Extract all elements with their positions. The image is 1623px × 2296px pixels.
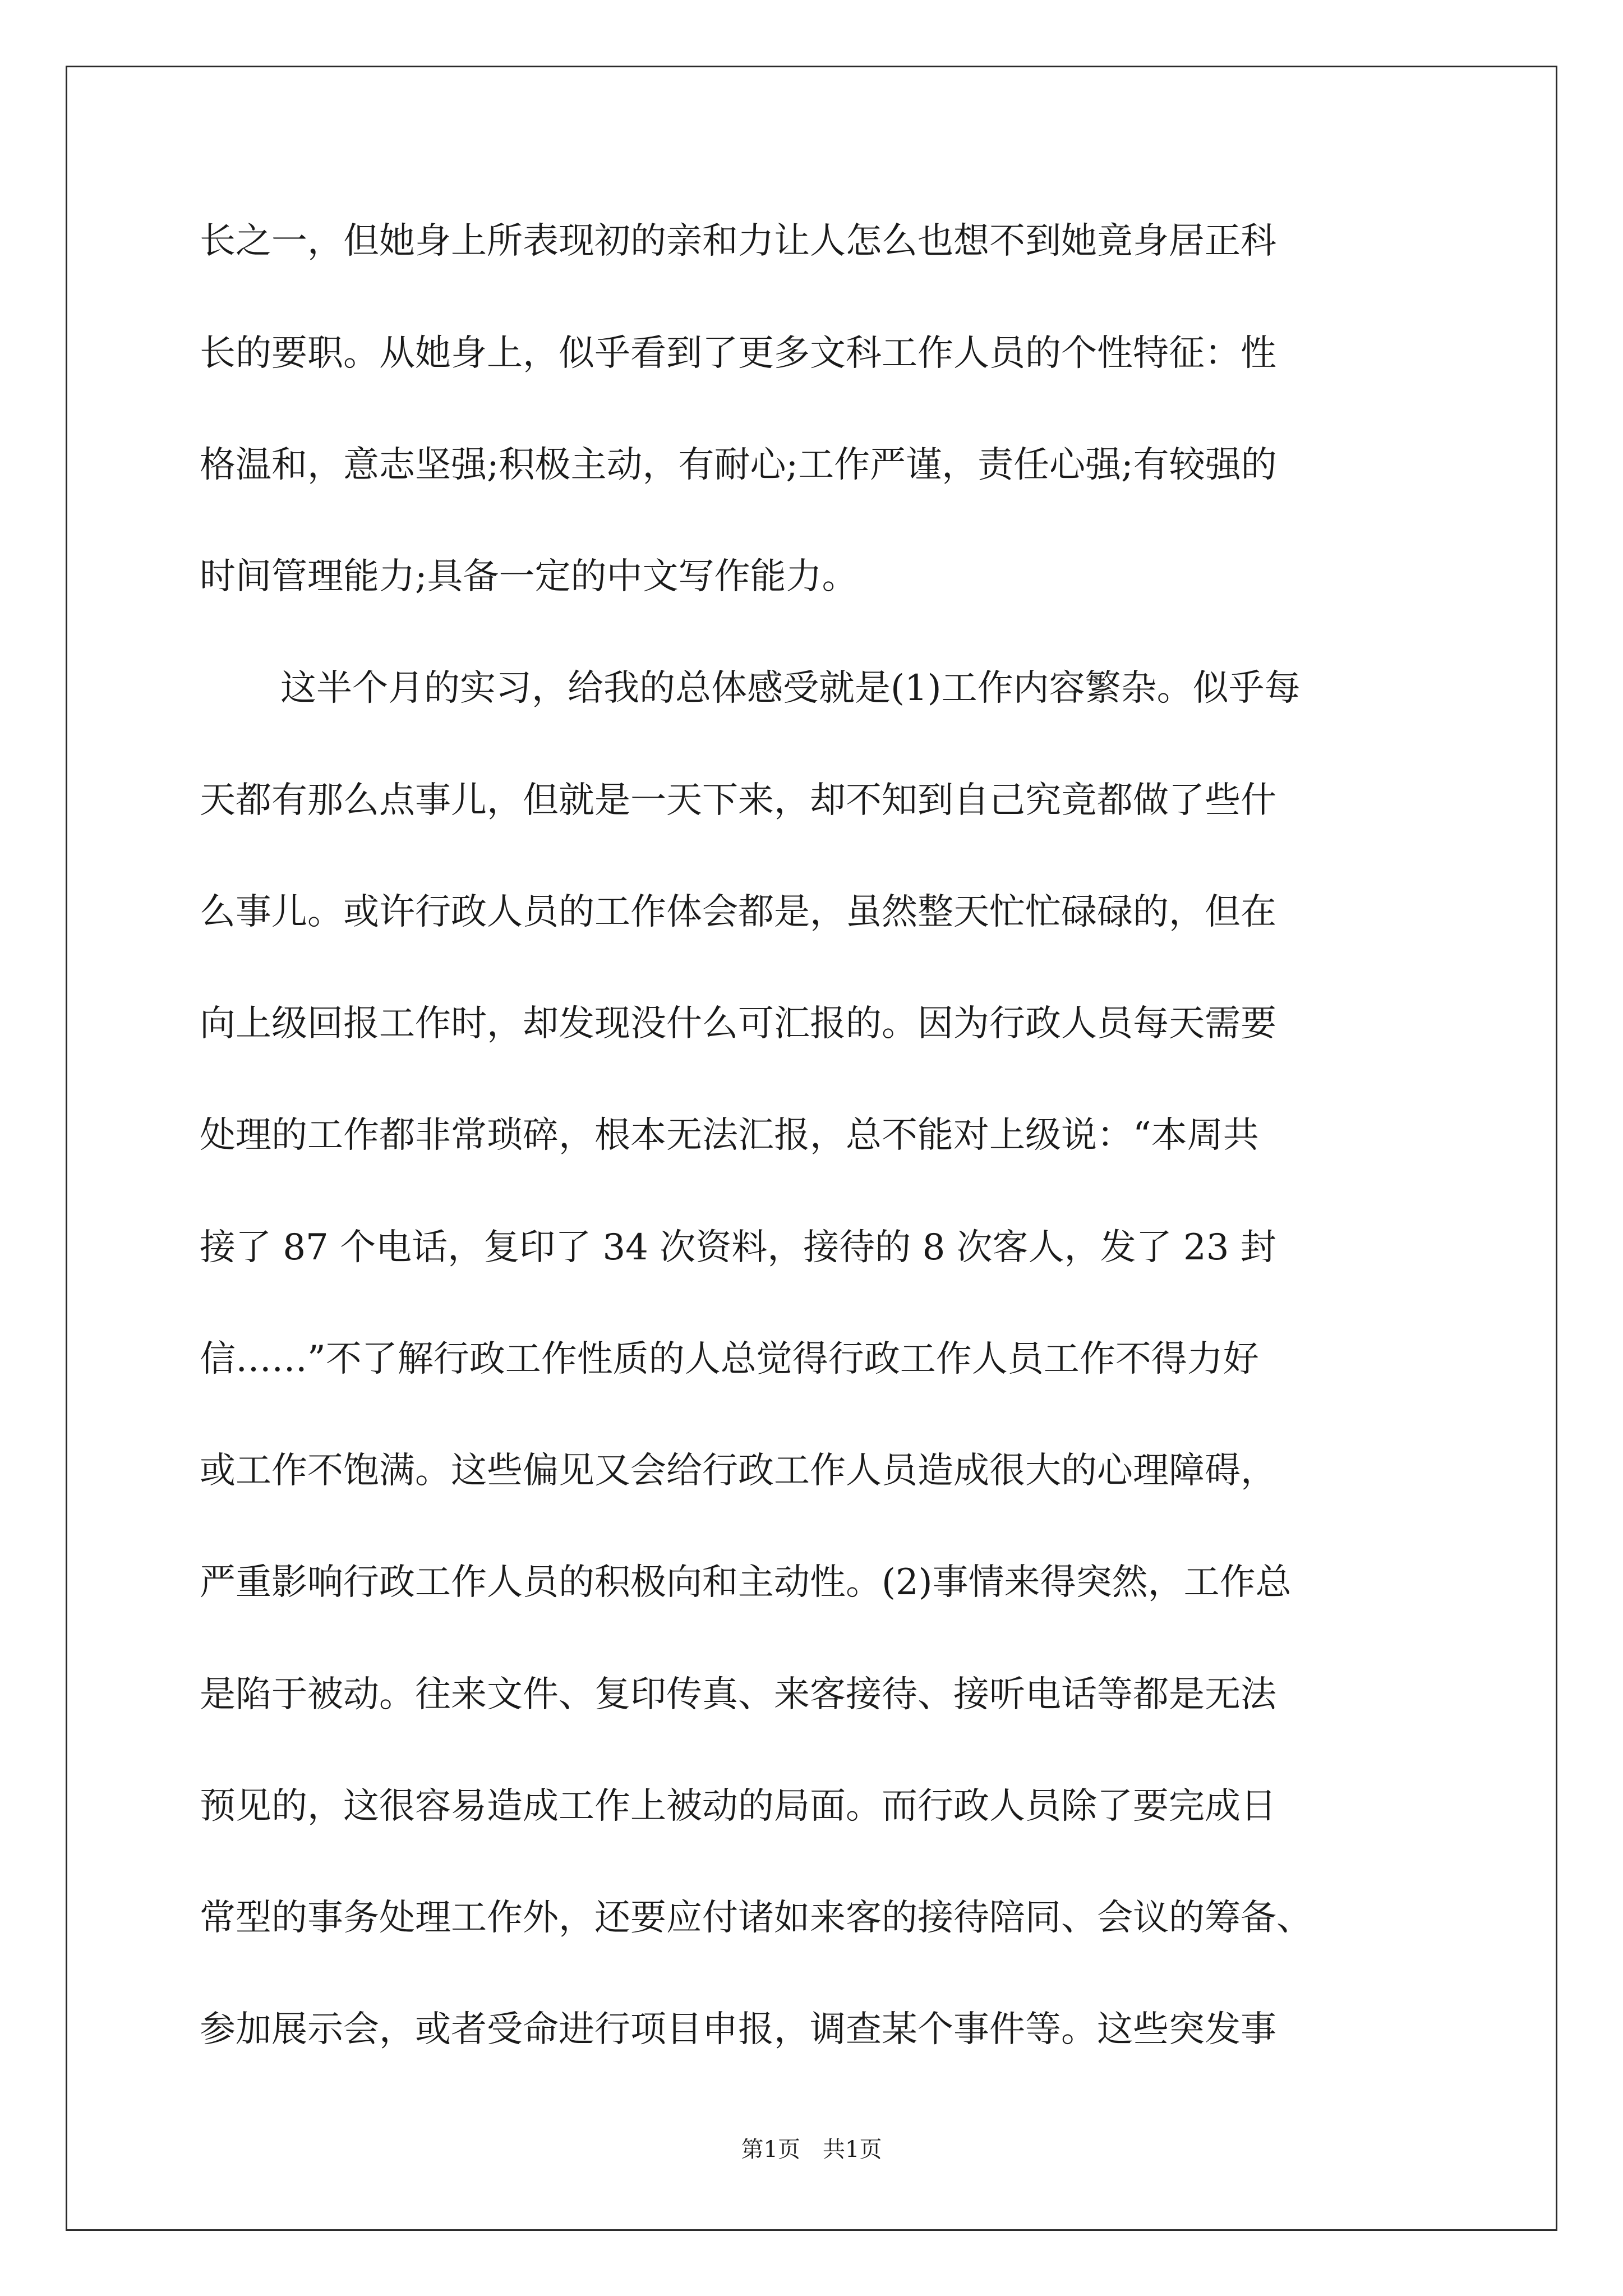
page-footer: 第1页 共1页 xyxy=(741,2137,882,2162)
text-line: 长之一，但她身上所表现初的亲和力让人怎么也想不到她竟身居正科 xyxy=(200,220,1276,262)
text-line: 向上级回报工作时，却发现没什么可汇报的。因为行政人员每天需要 xyxy=(200,1003,1276,1045)
text-line: 天都有那么点事儿，但就是一天下来，却不知到自己究竟都做了些什 xyxy=(200,780,1276,821)
text-line: 处理的工作都非常琐碎，根本无法汇报，总不能对上级说：“本周共 xyxy=(200,1115,1259,1156)
text-line: 常型的事务处理工作外，还要应付诸如来客的接待陪同、会议的筹备、 xyxy=(200,1897,1312,1939)
text-line: 是陷于被动。往来文件、复印传真、来客接待、接听电话等都是无法 xyxy=(200,1674,1276,1715)
paragraph-first-line: 这半个月的实习，给我的总体感受就是(1)工作内容繁杂。似乎每 xyxy=(280,668,1301,709)
text-line: 接了 87 个电话，复印了 34 次资料，接待的 8 次客人，发了 23 封 xyxy=(200,1227,1276,1268)
text-line: 或工作不饱满。这些偏见又会给行政工作人员造成很大的心理障碍， xyxy=(200,1450,1276,1492)
text-line: 严重影响行政工作人员的积极向和主动性。(2)事情来得突然，工作总 xyxy=(200,1562,1292,1603)
text-line: 时间管理能力;具备一定的中文写作能力。 xyxy=(200,556,858,597)
text-line: 长的要职。从她身上，似乎看到了更多文科工作人员的个性特征：性 xyxy=(200,333,1276,374)
text-line: 参加展示会，或者受命进行项目申报，调查某个事件等。这些突发事 xyxy=(200,2009,1276,2050)
text-line: 格温和，意志坚强;积极主动，有耐心;工作严谨，责任心强;有较强的 xyxy=(200,444,1277,486)
text-line: 预见的，这很容易造成工作上被动的局面。而行政人员除了要完成日 xyxy=(200,1786,1276,1827)
text-line: 信……”不了解行政工作性质的人总觉得行政工作人员工作不得力好 xyxy=(200,1338,1259,1380)
text-line: 么事儿。或许行政人员的工作体会都是，虽然整天忙忙碌碌的，但在 xyxy=(200,891,1276,933)
